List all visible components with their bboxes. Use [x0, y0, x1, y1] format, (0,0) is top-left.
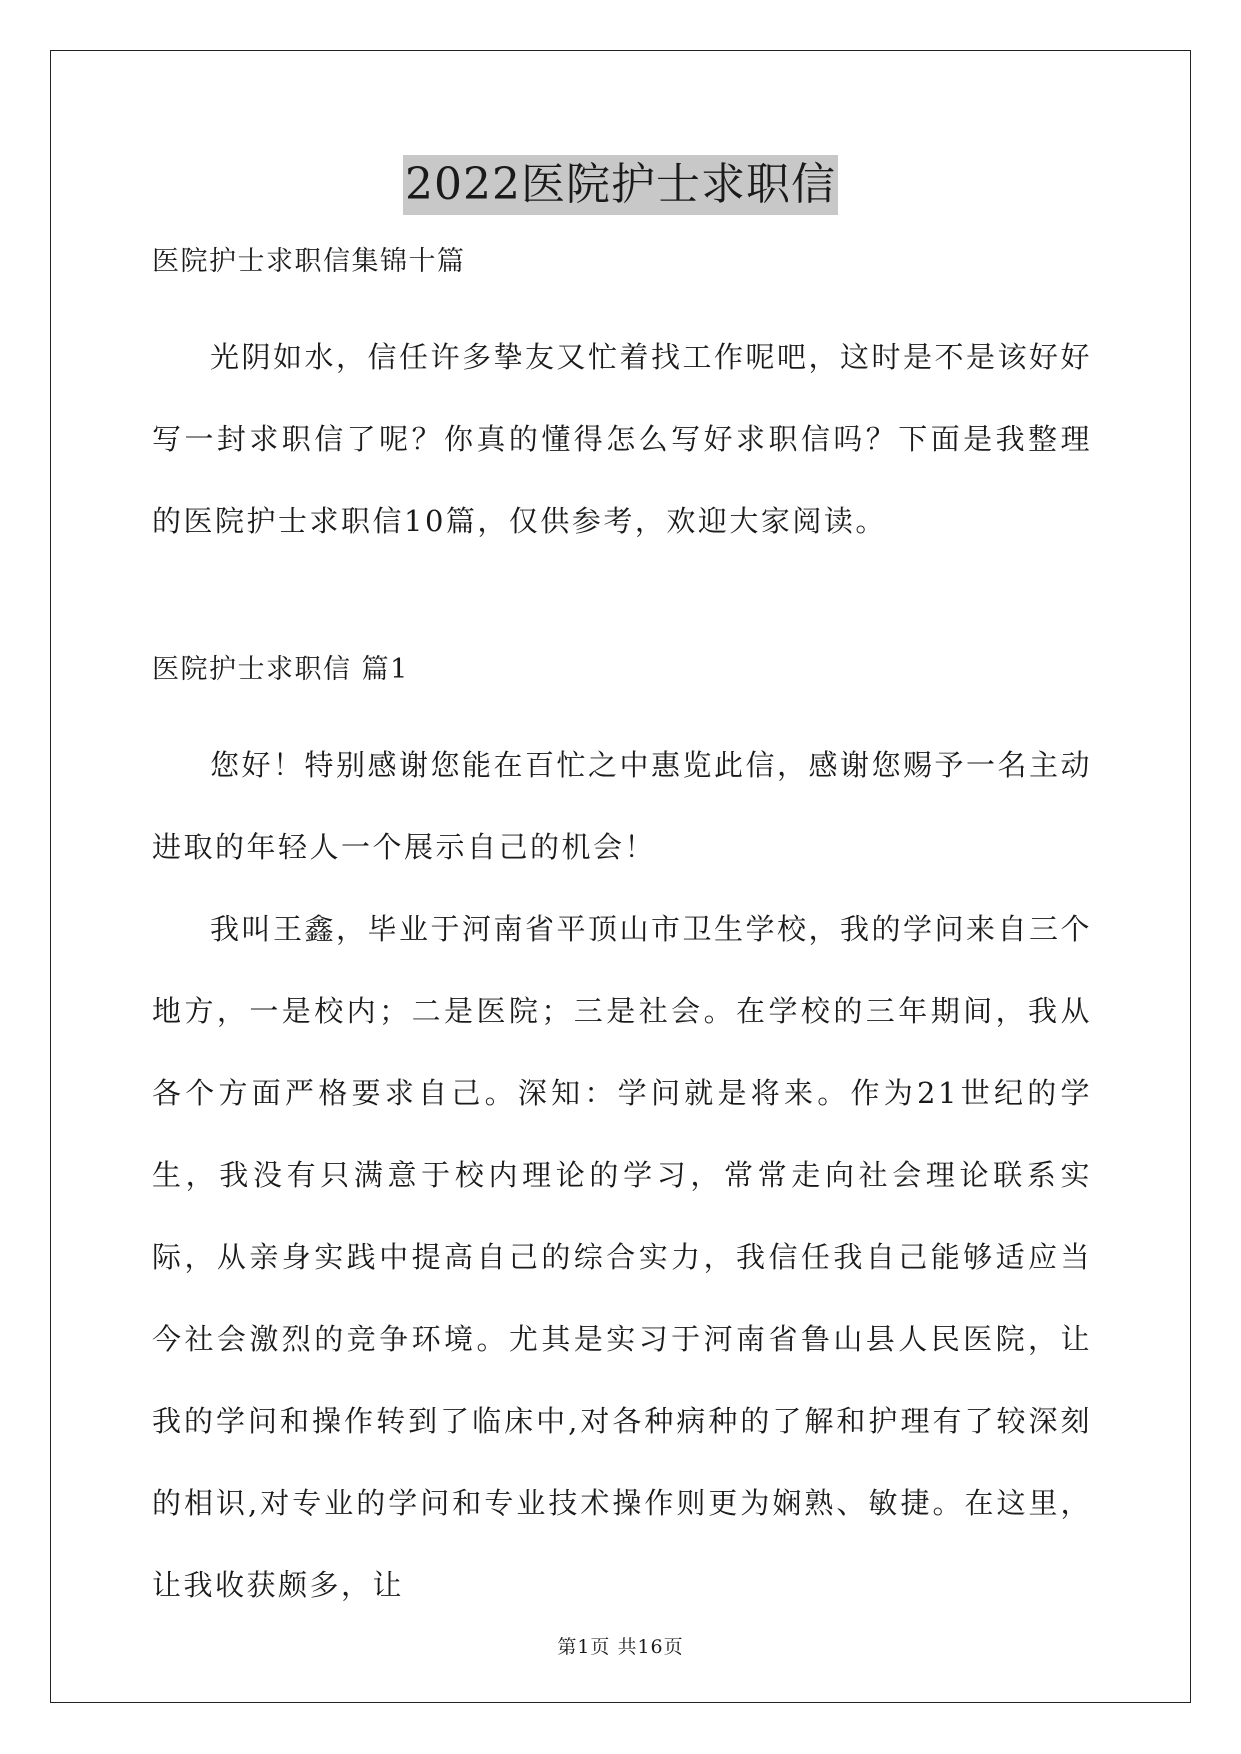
document-subtitle: 医院护士求职信集锦十篇 [152, 246, 466, 277]
document-body [152, 242, 1092, 1626]
title-container [0, 155, 1241, 215]
body-paragraph-2: 我叫王鑫，毕业于河南省平顶山市卫生学校，我的学问来自三个地方，一是校内；二是医院；三是社会。在学校的三年期间，我从各个方面严格要求自己。深知：学问就是将来。作为21世纪的学生，我没有只满意于校内理论的学习，常常走向社会理论联系实际，从亲身实践中提高自己的综合实力，我信任我自己能够适应当今社会激烈的竞争环境。尤其是实习于河南省鲁山县人民医院，让我的学问和操作转到了临床中,对各种病种的了解和护理有了较深刻的相识,对专业的学问和专业技术操作则更为娴熟、敏捷。在这里，让我收获颇多，让 [152, 912, 1093, 1602]
page-number-footer: 第1页 共16页 [557, 1636, 684, 1658]
intro-paragraph: 光阴如水，信任许多挚友又忙着找工作呢吧，这时是不是该好好写一封求职信了呢？你真的懂得怎么写好求职信吗？下面是我整理的医院护士求职信10篇，仅供参考，欢迎大家阅读。 [152, 340, 1093, 538]
document-title: 2022医院护士求职信 [403, 155, 838, 215]
body-paragraph-1: 您好！特别感谢您能在百忙之中惠览此信，感谢您赐予一名主动进取的年轻人一个展示自己的机会！ [152, 748, 1093, 864]
section-heading: 医院护士求职信 篇1 [152, 654, 409, 685]
